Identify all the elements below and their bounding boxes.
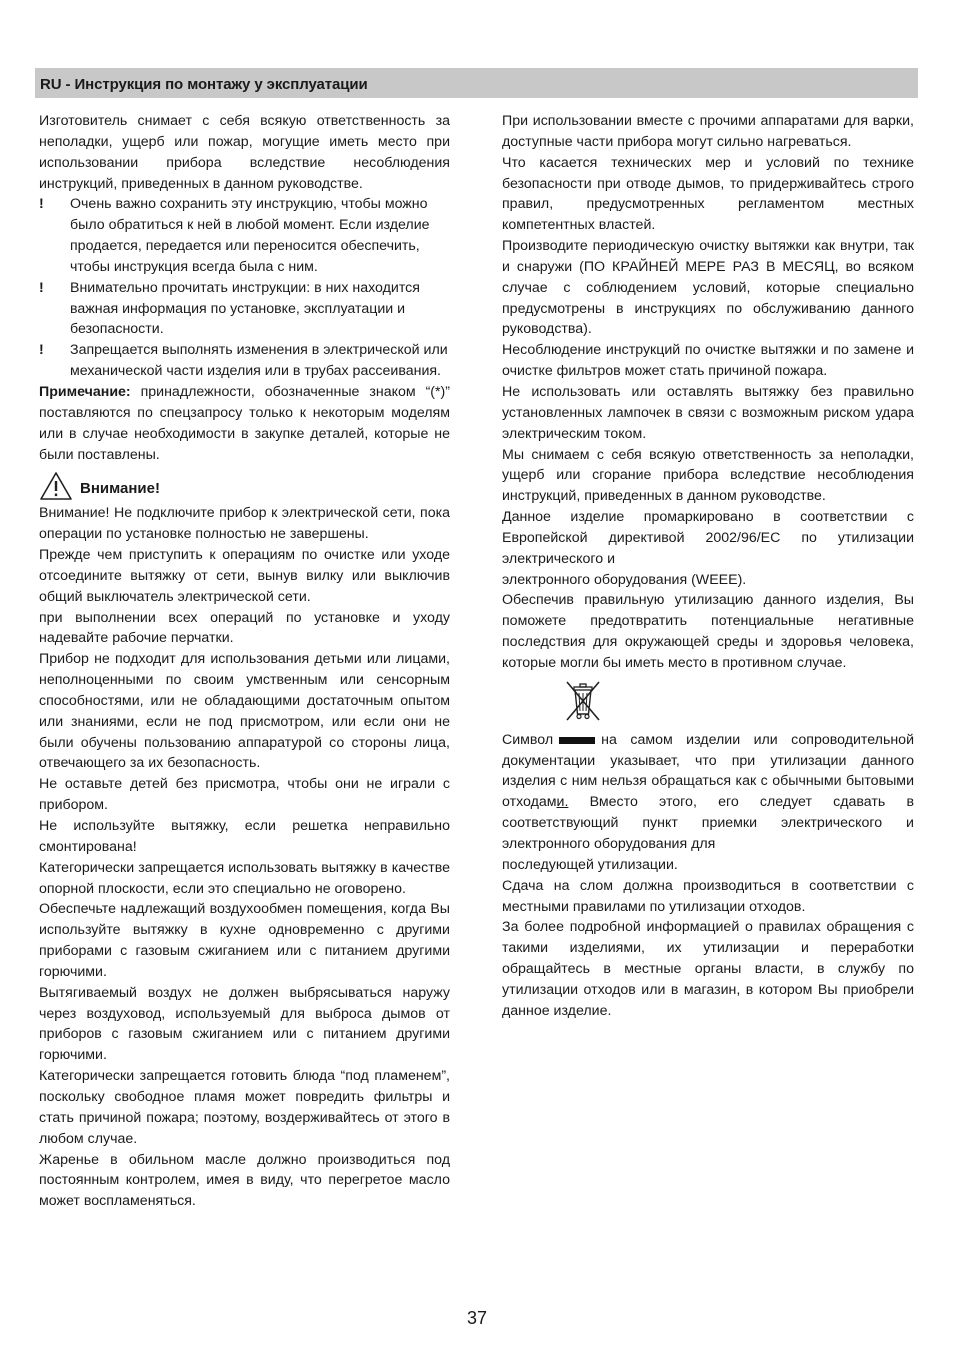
paragraph: При использовании вместе с прочими аппаратами для варки, доступные части прибора могут сильно нагреваться. <box>502 113 914 150</box>
left-column <box>39 111 450 1212</box>
black-bar-symbol-icon <box>559 737 595 744</box>
paragraph: Обеспечьте надлежащий воздухообмен помещения, когда Вы используйте вытяжку в кухне одновременно с другими приборами с газовым сжиганием или с питанием другими горючими. <box>39 901 450 980</box>
section-header <box>35 68 918 98</box>
note-label: Примечание: <box>39 383 131 400</box>
section-title: RU - Инструкция по монтажу у эксплуатации <box>40 76 368 93</box>
bullet-item <box>39 340 450 382</box>
paragraph: Категорически запрещается готовить блюда “под пламенем”, поскольку свободное пламя может повредить фильтры и стать причиной пожара; поэтому, воздерживайтесь от этого в любом случае. <box>39 1068 450 1147</box>
bullet-item <box>39 278 450 341</box>
right-column <box>502 111 914 1022</box>
paragraph: Данное изделие промаркировано в соответствии с Европейской директивой 2002/96/EC по утилизации электрического и <box>502 509 914 567</box>
paragraph: Не оставьте детей без присмотра, чтобы они не играли с прибором. <box>39 776 450 814</box>
symbol-text-a: на самом изделии или сопроводительной документации указывает, что при утилизации данного изделия с ним нельзя обращаться как с обычными бытовыми отходам <box>502 731 914 811</box>
crossed-bin-icon <box>560 678 606 724</box>
exclamation-mark: ! <box>39 342 44 359</box>
paragraph: Производите периодическую очистку вытяжки как внутри, так и снаружи (ПО КРАЙНЕЙ МЕРЕ РАЗ В МЕСЯЦ, во всяком случае с соблюдением условий, которые специально предусмотрены в инструкциях по обслуживанию данного руководства). <box>502 238 914 338</box>
intro-paragraph: Изготовитель снимает с себя всякую ответственность за неполадки, ущерб или пожар, могущие иметь место при использовании прибора вследствие несоблюдения инструкций, приведенных в данном руководстве. <box>39 113 450 192</box>
paragraph: Несоблюдение инструкций по очистке вытяжки и по замене и очистке фильтров может стать причиной пожара. <box>502 342 914 380</box>
bullet-item <box>39 194 450 277</box>
warning-triangle-icon <box>39 471 73 501</box>
paragraph: Мы снимаем с себя всякую ответственность за неполадки, ущерб или сгорание прибора вследствие несоблюдения инструкций, приведенных в данном руководстве. <box>502 446 914 505</box>
paragraph: последующей утилизации. <box>502 856 678 873</box>
paragraph: Прежде чем приступить к операциям по очистке или уходе отсоедините вытяжку от сети, вынув вилку или выключив общий выключатель электрической сети. <box>39 547 450 605</box>
warning-title: Внимание! <box>80 480 160 498</box>
paragraph: Обеспечив правильную утилизацию данного изделия, Вы поможете предотвратить потенциальные негативные последствия для окружающей среды и здоровья человека, которые могли бы иметь место в противном случае. <box>502 592 914 671</box>
warning-heading <box>39 477 450 503</box>
bullet-text: Внимательно прочитать инструкции: в них находится важная информация по установке, эксплуатации и безопасности. <box>70 279 420 338</box>
note-paragraph <box>39 382 450 465</box>
paragraph: Не используйте вытяжку, если решетка неправильно смонтирована! <box>39 818 450 855</box>
exclamation-mark: ! <box>39 279 44 296</box>
paragraph: Что касается технических мер и условий по технике безопасности при отводе дымов, то придерживайтесь строго правил, предусмотренных регламентом местных компетентных властей. <box>502 154 914 234</box>
symbol-paragraph <box>502 730 914 855</box>
symbol-text-underlined: и. <box>556 794 569 811</box>
paragraph: при выполнении всех операций по установке и уходу надевайте рабочие перчатки. <box>39 609 450 647</box>
symbol-text-b: Вместо этого, его следует сдавать в соответствующий пункт приемки электрического и электронного оборудования для <box>502 794 914 852</box>
paragraph: Жаренье в обильном масле должно производиться под постоянным контролем, имея в виду, что перегретое масло может воспламеняться. <box>39 1151 450 1210</box>
paragraph: За более подробной информацией о правилах обращения с такими изделиями, их утилизации и переработки обращайтесь в местные органы власти, в службу по утилизации отходов или в магазин, в котором Вы приобрели данное изделие. <box>502 919 914 1019</box>
exclamation-mark: ! <box>39 196 44 213</box>
paragraph: Прибор не подходит для использования детьми или лицами, неполноценными по своим умственным или сенсорным способностями, или не обладающими достаточным опытом или знаниями, если не под присмотром, или если они не были обучены пользованию аппаратурой со стороны лица, отвечающего за их безопасность. <box>39 651 450 772</box>
bullet-text: Запрещается выполнять изменения в электрической или механической части изделия или в трубах рассеивания. <box>70 342 448 380</box>
paragraph: Категорически запрещается использовать вытяжку в качестве опорной плоскости, если это специально не оговорено. <box>39 859 450 897</box>
page-number: 37 <box>466 1308 488 1328</box>
weee-symbol-box <box>502 674 914 730</box>
symbol-pre: Символ <box>502 731 554 748</box>
paragraph: Внимание! Не подключите прибор к электрической сети, пока операции по установке полностью не завершены. <box>39 505 450 543</box>
paragraph: Не использовать или оставлять вытяжку без правильно установленных лампочек в связи с возможным риском удара электрическим током. <box>502 383 914 442</box>
note-text: принадлежности, обозначенные знаком “(*)” поставляются по спецзапросу только к некоторым моделям или в случае необходимости в закупке деталей, которые не были поставлены. <box>39 383 450 463</box>
paragraph: Сдача на слом должна производиться в соответствии с местными правилами по утилизации отходов. <box>502 877 914 915</box>
paragraph: электронного оборудования (WEEE). <box>502 571 747 588</box>
paragraph: Вытягиваемый воздух не должен выбрясываться наружу через воздуховод, используемый для выброса дымов от приборов с газовым сжиганием или с питанием другими горючими. <box>39 984 450 1064</box>
bullet-text: Очень важно сохранить эту инструкцию, чтобы можно было обратиться к ней в любой момент. Если изделие продается, передается или переносится обеспечить, чтобы инструкция всегда была с ним. <box>70 196 430 275</box>
